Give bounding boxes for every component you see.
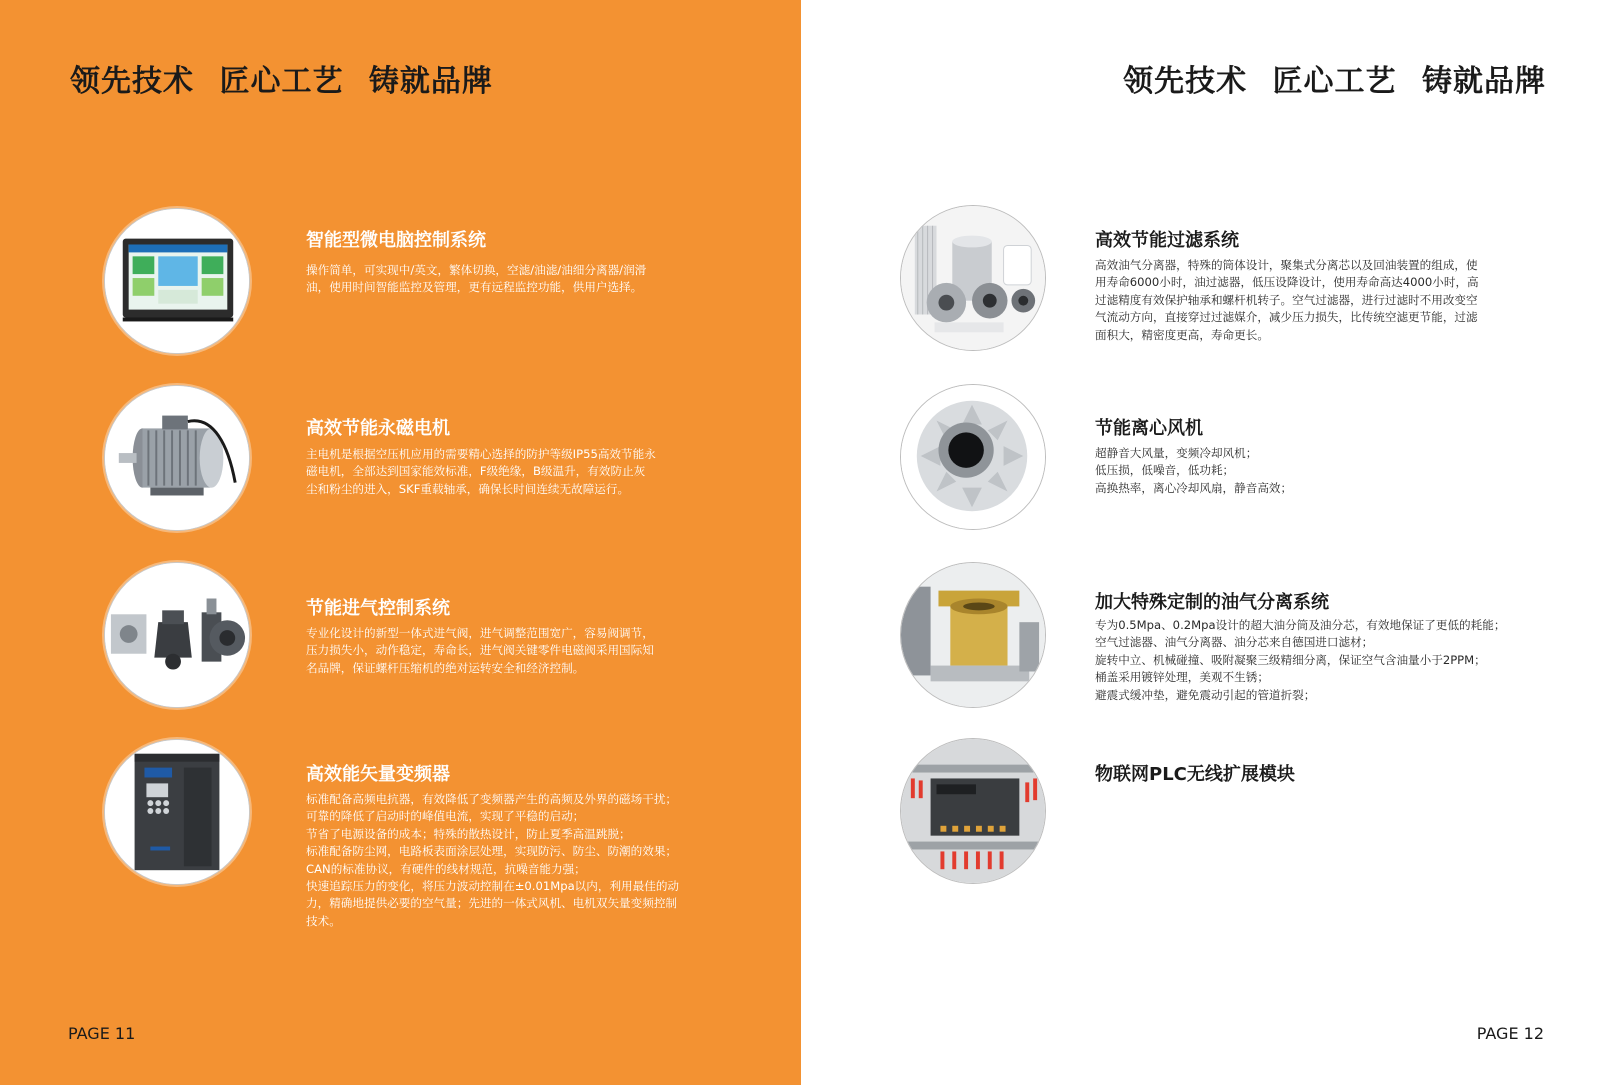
description-line: 油，使用时间智能监控及管理，更有远程监控功能，供用户选择。 [306,280,643,295]
intake-valve-icon [104,562,250,708]
feature-description [1095,617,1505,704]
description-line: 节省了电源设备的成本；特殊的散热设计，防止夏季高温跳脱； [306,826,631,841]
plc-module-icon [900,738,1046,884]
description-line: 超静音大风量，变频冷却风机； [1095,446,1258,460]
feature-title: 智能型微电脑控制系统 [306,230,486,251]
touchscreen-controller-icon [104,208,250,354]
description-line: 避震式缓冲垫，避免震动引起的管道折裂； [1095,687,1316,702]
description-line: 标准配备防尘网，电路板表面涂层处理，实现防污、防尘、防潮的效果； [306,844,678,859]
description-line: 标准配备高频电抗器，有效降低了变频器产生的高频及外界的磁场干扰； [306,792,678,806]
description-line: 尘和粉尘的进入，SKF重载轴承，确保长时间连续无故障运行。 [306,481,630,496]
feature-title: 加大特殊定制的油气分离系统 [1095,592,1329,613]
description-line: 高换热率，离心冷却风扇，静音高效； [1095,480,1293,495]
feature-title: 高效节能永磁电机 [306,418,450,439]
feature-title: 物联网PLC无线扩展模块 [1095,764,1295,785]
description-line: 桶盖采用镀锌处理，美观不生锈； [1095,670,1269,685]
feature-title: 高效能矢量变频器 [306,764,450,785]
feature-description [306,446,656,498]
electric-motor-icon [104,385,250,531]
description-line: 低压损，低噪音，低功耗； [1095,463,1235,478]
description-line: 旋转中立、机械碰撞、吸附凝聚三级精细分离，保证空气含油量小于2PPM； [1095,652,1486,667]
centrifugal-fan-icon [900,384,1046,530]
description-line: 面积大，精密度更高，寿命更长。 [1095,327,1269,342]
feature-title: 节能离心风机 [1095,418,1203,439]
feature-title: 高效节能过滤系统 [1095,230,1239,251]
feature-description [1095,257,1479,344]
description-line: 力，精确地提供必要的空气量；先进的一体式风机、电机双矢量变频控制 [306,896,678,911]
description-line: 专业化设计的新型一体式进气阀，进气调整范围宽广，容易阀调节， [306,626,654,640]
feature-description [306,791,679,930]
filter-cartridges-icon [900,205,1046,351]
description-line: 高效油气分离器，特殊的筒体设计，聚集式分离芯以及回油装置的组成，使 [1095,258,1478,272]
description-line: 可靠的降低了启动时的峰值电流，实现了平稳的启动； [306,809,585,824]
oil-separator-icon [900,562,1046,708]
feature-description [306,262,646,297]
description-line: 操作简单，可实现中/英文，繁体切换，空滤/油滤/油细分离器/润滑 [306,263,647,277]
description-line: 名品牌，保证螺杆压缩机的绝对运转安全和经济控制。 [306,660,585,675]
description-line: 快速追踪压力的变化，将压力波动控制在±0.01Mpa以内，利用最佳的动 [306,879,680,894]
feature-title: 节能进气控制系统 [306,598,450,619]
feature-description [306,625,654,677]
description-line: 气流动方向，直接穿过过滤媒介，减少压力损失，比传统空滤更节能，过滤 [1095,310,1478,325]
description-line: 专为0.5Mpa、0.2Mpa设计的超大油分筒及油分芯，有效地保证了更低的耗能； [1095,618,1506,632]
page-number: PAGE 12 [1476,1024,1544,1043]
description-line: 主电机是根据空压机应用的需要精心选择的防护等级IP55高效节能永 [306,447,656,461]
page-right [801,0,1600,1085]
page-heading: 领先技术 匠心工艺 铸就品牌 [70,64,493,99]
inverter-icon [104,739,250,885]
description-line: 磁电机，全部达到国家能效标准，F级绝缘，B级温升，有效防止灰 [306,464,646,479]
page-heading: 领先技术 匠心工艺 铸就品牌 [1123,64,1546,99]
description-line: 用寿命6000小时，油过滤器，低压设降设计，使用寿命高达4000小时，高 [1095,275,1479,290]
description-line: CAN的标准协议，有硬件的线材规范，抗噪音能力强； [306,861,586,876]
description-line: 技术。 [306,913,341,928]
page-number: PAGE 11 [68,1024,136,1043]
description-line: 空气过滤器、油气分离器、油分芯来自德国进口滤材； [1095,635,1374,650]
feature-description [1095,445,1292,497]
description-line: 过滤精度有效保护轴承和螺杆机转子。空气过滤器，进行过滤时不用改变空 [1095,292,1478,307]
description-line: 压力损失小，动作稳定，寿命长，进气阀关键零件电磁阀采用国际知 [306,643,654,658]
